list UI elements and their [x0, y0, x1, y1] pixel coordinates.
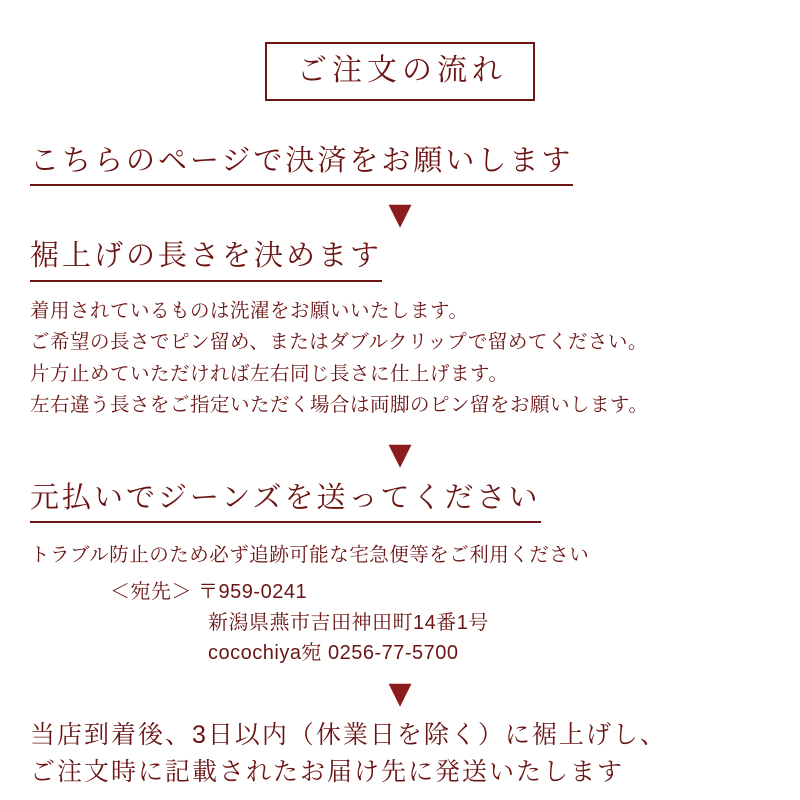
arrow-3-row	[0, 675, 800, 711]
arrow-2-row	[0, 437, 800, 472]
arrow-down-icon: ▼	[388, 437, 412, 472]
arrow-down-icon: ▼	[388, 675, 412, 711]
arrow-down-icon: ▼	[388, 197, 412, 233]
step-2-heading: 裾上げの長さを決めます	[30, 240, 382, 281]
page-title: ご注文の流れ	[265, 42, 535, 101]
step-2-detail-line: 左右違う長さをご指定いただく場合は両脚のピン留をお願いします。	[30, 394, 649, 417]
step-2	[30, 240, 800, 281]
title-container	[0, 0, 800, 101]
step-2-detail-line: 片方止めていただければ左右同じ長さに仕上げます。	[30, 362, 509, 385]
address-line-1: 新潟県燕市吉田神田町14番1号	[208, 611, 489, 634]
step-2-details	[30, 296, 800, 422]
step-3-heading: 元払いでジーンズを送ってください	[30, 482, 541, 523]
address-label: ＜宛先＞	[110, 581, 192, 604]
address-line-2: cocochiya宛 0256-77-5700	[208, 642, 459, 665]
final-note	[30, 717, 800, 792]
shipping-address-block	[110, 577, 800, 668]
step-3-detail-line: トラブル防止のため必ず追跡可能な宅急便等をご利用ください	[30, 544, 590, 567]
address-first-line	[110, 577, 800, 607]
step-1-heading: こちらのページで決済をお願いします	[30, 145, 573, 186]
final-note-line-1: 当店到着後、3日以内（休業日を除く）に裾上げし、	[30, 720, 667, 749]
address-postal-code: 〒959-0241	[198, 581, 308, 604]
final-note-line-2: ご注文時に記載されたお届け先に発送いたします	[30, 758, 625, 787]
arrow-1-row	[0, 197, 800, 233]
step-1	[30, 145, 800, 186]
step-3	[30, 482, 800, 523]
step-2-detail-line: 着用されているものは洗濯をお願いいたします。	[30, 299, 469, 322]
step-2-detail-line: ご希望の長さでピン留め、またはダブルクリップで留めてください。	[30, 331, 648, 354]
